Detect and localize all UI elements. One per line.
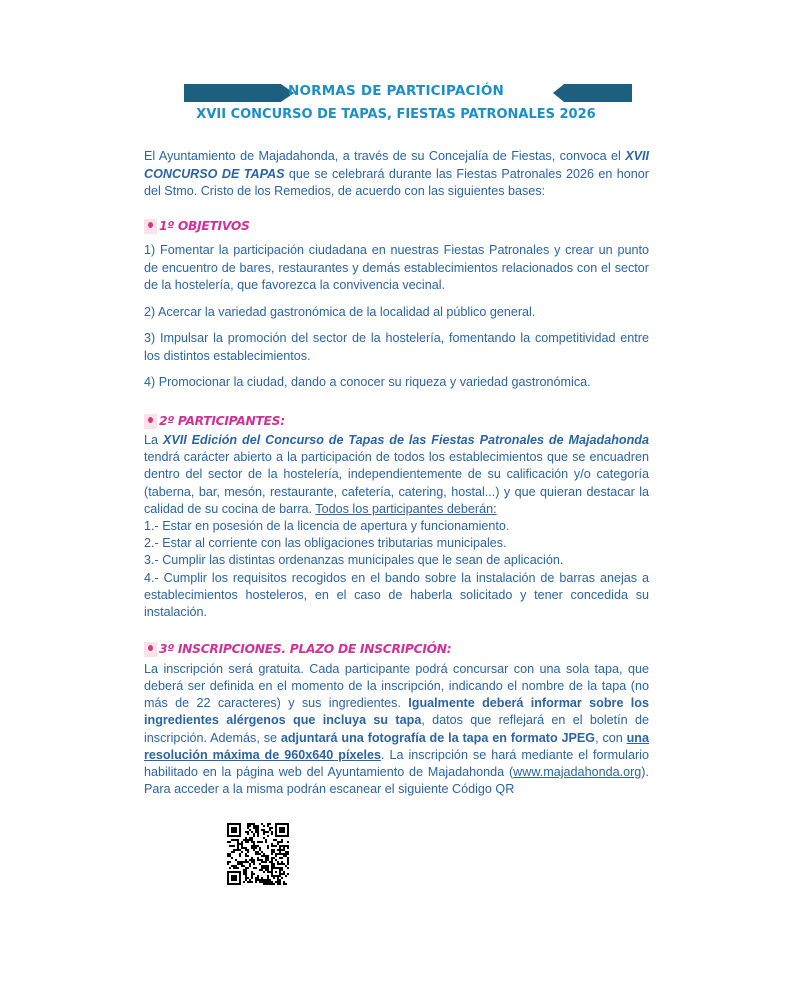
- requirement-item: 1.- Estar en posesión de la licencia de apertura y funcionamiento.: [144, 519, 510, 534]
- section-heading-inscripciones: 3º INSCRIPCIONES. PLAZO DE INSCRIPCIÓN:: [144, 641, 649, 659]
- section-heading-participantes: 2º PARTICIPANTES:: [144, 413, 649, 431]
- website-link[interactable]: www.majadahonda.org: [513, 764, 642, 779]
- flower-bullet-icon: [144, 414, 157, 429]
- inscripciones-paragraph: La inscripción será gratuita. Cada participante podrá concursar con una sola tapa, que deberá ser definida en el momento de la inscripción, indicando el nombre de la tapa (no más de 22 caracteres) y sus ingredientes. Igualmente deberá informar sobre los ingredientes alérgenos que incluya su tapa, datos que reflejará en el boletín de inscripción. Además, se adjuntará una fotografía de la tapa en formato JPEG, con una resolución máxima de 960x640 píxeles. La inscripción se hará mediante el formulario habilitado en la página web del Ayuntamiento de Majadahonda (www.majadahonda.org). Para acceder a la misma podrán escanear el siguiente Código QR: [144, 661, 649, 797]
- qr-code-icon[interactable]: [227, 823, 289, 885]
- participantes-section: [144, 432, 649, 621]
- objetivo-item: 3) Impulsar la promoción del sector de la hostelería, fomentando la competitividad entre los distintos establecimientos.: [144, 331, 649, 363]
- objetivo-item: 4) Promocionar la ciudad, dando a conocer su riqueza y variedad gastronómica.: [144, 375, 591, 389]
- requirement-item: 2.- Estar al corriente con las obligaciones tributarias municipales.: [144, 536, 507, 551]
- objetivo-item: 1) Fomentar la participación ciudadana en nuestras Fiestas Patronales y crear un punto de encuentro de bares, restaurantes y demás establecimientos relacionados con el sector de la hostelería, que favorezca la convivencia vecinal.: [144, 243, 649, 292]
- requirement-item: 4.- Cumplir los requisitos recogidos en el bando sobre la instalación de barras anejas a establecimientos hosteleros, en el caso de haberla solicitado y tener concedida su instalación.: [144, 570, 649, 620]
- page-subtitle: XVII CONCURSO DE TAPAS, FIESTAS PATRONALES 2026: [196, 107, 596, 122]
- participantes-paragraph: La XVII Edición del Concurso de Tapas de las Fiestas Patronales de Majadahonda tendrá carácter abierto a la participación de todos los establecimientos que se encuadren dentro del sector de la hostelería, independientemente de su calificación y/o categoría (taberna, bar, mesón, restaurante, cafetería, catering, hostal...) y que quieran destacar la calidad de su cocina de barra. Todos los participantes deberán:: [144, 433, 649, 516]
- page-title: NORMAS DE PARTICIPACIÓN: [287, 83, 505, 99]
- document-body: [144, 148, 649, 798]
- flower-bullet-icon: [144, 219, 157, 234]
- intro-paragraph: El Ayuntamiento de Majadahonda, a través de su Concejalía de Fiestas, convoca el XVII CONCURSO DE TAPAS que se celebrará durante las Fiestas Patronales 2026 en honor del Stmo. Cristo de los Remedios, de acuerdo con las siguientes bases:: [144, 149, 649, 198]
- flower-bullet-icon: [144, 642, 157, 657]
- objetivo-item: 2) Acercar la variedad gastronómica de la localidad al público general.: [144, 304, 536, 319]
- requirement-item: 3.- Cumplir las distintas ordenanzas municipales que le sean de aplicación.: [144, 553, 564, 568]
- section-heading-objetivos: 1º OBJETIVOS: [144, 218, 649, 236]
